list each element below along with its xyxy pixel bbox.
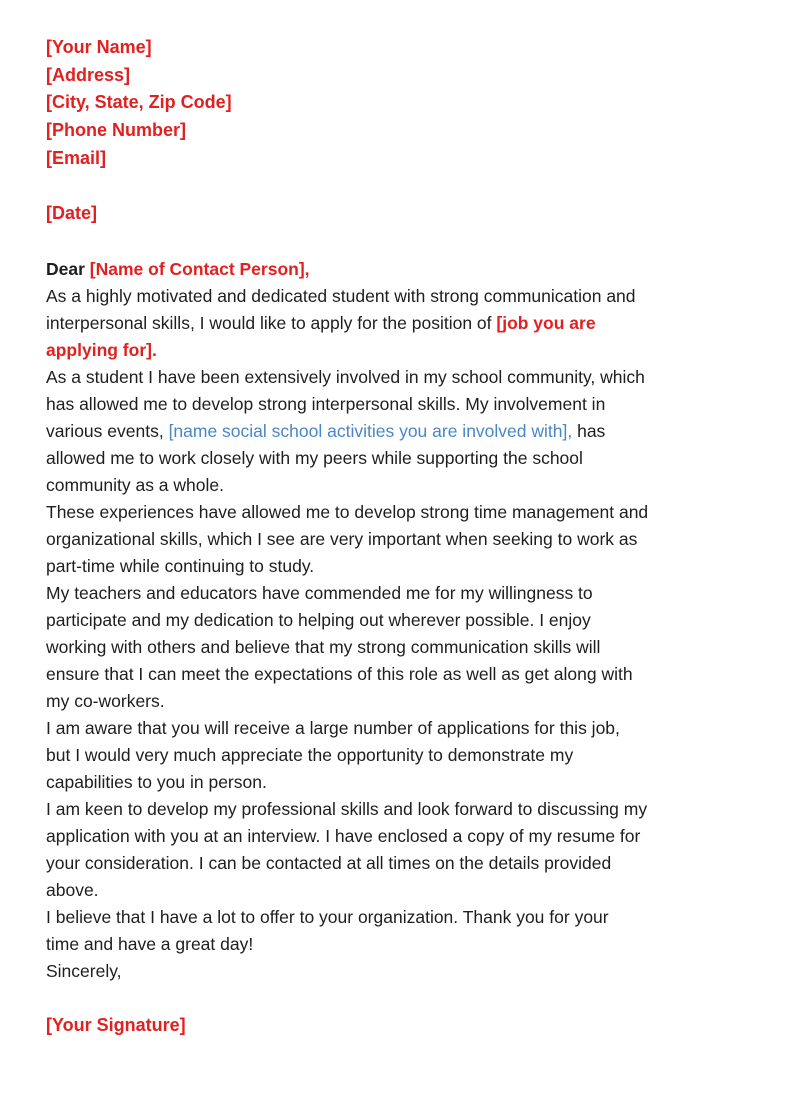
body-line [46,391,745,418]
sender-line: [Address] [46,64,131,85]
body-text: participate and my dedication to helping out wherever possible. I enjoy [46,609,591,630]
body-text-bold: Dear [46,258,90,279]
body-line [46,796,745,823]
body-text: your consideration. I can be contacted at all times on the details provided [46,852,612,873]
body-line [46,661,745,688]
body-text: but I would very much appreciate the opportunity to demonstrate my [46,744,574,765]
body-text: has [572,420,606,441]
body-text: interpersonal skills, I would like to apply for the position of [46,312,497,333]
body-text: above. [46,879,99,900]
body-text: I believe that I have a lot to offer to your organization. Thank you for your [46,906,609,927]
body-line [46,904,745,931]
sender-line: [Your Name] [46,37,152,57]
body-text: various events, [46,420,169,441]
body-line [46,958,745,985]
body-text: Sincerely, [46,960,122,981]
body-line [46,256,745,283]
body-text: allowed me to work closely with my peers while supporting the school [46,447,583,468]
body-line [46,580,745,607]
body-text: organizational skills, which I see are very important when seeking to work as [46,528,638,549]
body-text: I am aware that you will receive a large number of applications for this job, [46,717,620,738]
body-text: capabilities to you in person. [46,771,267,792]
placeholder-red: [job you are [496,312,596,333]
body-text: time and have a great day! [46,933,254,954]
body-text: I am keen to develop my professional skills and look forward to discussing my [46,798,648,819]
body-line [46,634,745,661]
body-text: As a highly motivated and dedicated student with strong communication and [46,285,636,306]
sender-line: [Email] [46,147,107,168]
body-line [46,283,745,310]
body-line [46,607,745,634]
sender-line: [Phone Number] [46,120,187,141]
body-line [46,931,745,958]
sender-line: [City, State, Zip Code] [46,92,232,113]
body-line [46,499,745,526]
body-text: part-time while continuing to study. [46,555,315,576]
date-line: [Date] [46,203,98,224]
body-line [46,769,745,796]
body-text: application with you at an interview. I have enclosed a copy of my resume for [46,825,641,846]
placeholder-red: applying for]. [46,339,157,360]
body-line [46,742,745,769]
body-line [46,472,745,499]
body-line [46,823,745,850]
blank-line [46,173,745,201]
body-line [46,688,745,715]
signature-line: [Your Signature] [46,1014,186,1035]
body-text: My teachers and educators have commended me for my willingness to [46,582,593,603]
body-text: ensure that I can meet the expectations of this role as well as get along with [46,663,633,684]
body-line [46,310,745,337]
body-text: community as a whole. [46,474,224,495]
body-text: As a student I have been extensively involved in my school community, which [46,366,645,387]
body-line [46,850,745,877]
body-text: my co-workers. [46,690,165,711]
body-line [46,715,745,742]
body-line [46,418,745,445]
placeholder-blue: [name social school activities you are involved with], [168,420,573,441]
body-line [46,553,745,580]
body-line [46,337,745,364]
body-text: working with others and believe that my strong communication skills will [46,636,601,657]
placeholder-red: [Name of Contact Person], [89,258,310,279]
body-line [46,877,745,904]
sender-block [46,34,745,173]
body-line [46,445,745,472]
blank-line [46,228,745,256]
body-text: has allowed me to develop strong interpersonal skills. My involvement in [46,393,606,414]
body-line [46,364,745,391]
body-text: These experiences have allowed me to develop strong time management and [46,501,649,522]
body-line [46,526,745,553]
letter-body [46,256,745,985]
